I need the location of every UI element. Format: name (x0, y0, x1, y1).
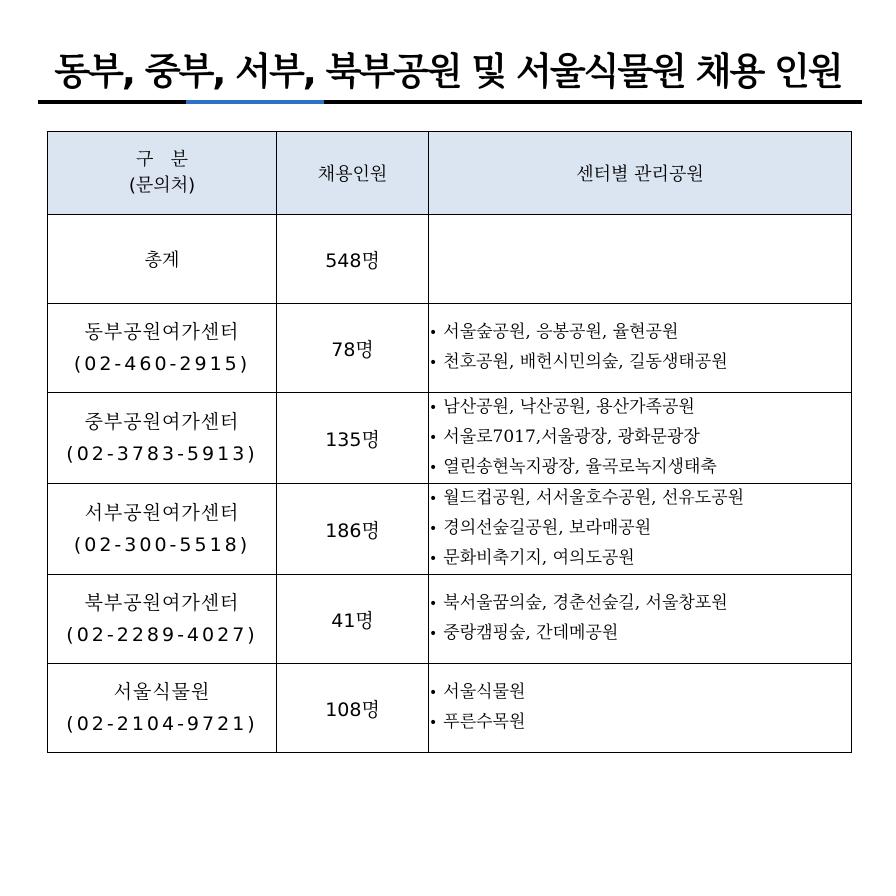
hiring-count: 135명 (277, 393, 429, 484)
table-row (48, 575, 852, 664)
managed-parks-cell (429, 304, 852, 393)
total-label: 총계 (48, 215, 277, 304)
center-name: 서울식물원 (113, 681, 211, 703)
park-names: 경의선숲길공원, 보라매공원 (443, 518, 652, 538)
managed-parks-cell (429, 484, 852, 575)
park-names: 남산공원, 낙산공원, 용산가족공원 (443, 397, 695, 417)
center-cell (48, 575, 277, 664)
header-category-sublabel: (문의처) (128, 175, 196, 196)
center-name: 중부공원여가센터 (84, 411, 240, 433)
park-names: 열린송현녹지광장, 율곡로녹지생태축 (443, 457, 717, 477)
park-names: 서울로7017,서울광장, 광화문광장 (443, 427, 700, 447)
bullet-icon: • (429, 400, 438, 416)
bullet-icon: • (429, 521, 438, 537)
bullet-icon: • (429, 596, 438, 612)
center-name: 서부공원여가센터 (84, 502, 240, 524)
park-list-item (429, 619, 851, 649)
hiring-count: 78명 (277, 304, 429, 393)
park-list-item (429, 589, 851, 619)
bullet-icon: • (429, 460, 438, 476)
park-list-item (429, 484, 851, 514)
park-list-item (429, 514, 851, 544)
header-category (48, 132, 277, 215)
park-names: 푸른수목원 (443, 712, 526, 732)
header-category-label: 구 분 (136, 149, 188, 170)
park-list-item (429, 423, 851, 453)
park-list-item (429, 348, 851, 378)
bullet-icon: • (429, 355, 438, 371)
total-row (48, 215, 852, 304)
managed-parks-cell (429, 393, 852, 484)
center-cell (48, 484, 277, 575)
table-row (48, 393, 852, 484)
center-name: 북부공원여가센터 (84, 592, 240, 614)
bullet-icon: • (429, 325, 438, 341)
center-cell (48, 664, 277, 753)
park-names: 중랑캠핑숲, 간데메공원 (443, 623, 619, 643)
park-list-item (429, 678, 851, 708)
bullet-icon: • (429, 626, 438, 642)
bullet-icon: • (429, 551, 438, 567)
center-phone: (02-2289-4027) (66, 624, 258, 646)
total-count: 548명 (277, 215, 429, 304)
header-hiring-count: 채용인원 (277, 132, 429, 215)
total-parks-empty (429, 215, 852, 304)
bullet-icon: • (429, 715, 438, 731)
center-cell (48, 304, 277, 393)
hiring-count: 108명 (277, 664, 429, 753)
park-list-item (429, 708, 851, 738)
center-name: 동부공원여가센터 (84, 321, 240, 343)
park-list-item (429, 393, 851, 423)
bullet-icon: • (429, 491, 438, 507)
park-names: 서울숲공원, 응봉공원, 율현공원 (443, 322, 679, 342)
title-underline-accent (186, 100, 324, 104)
title-underline (38, 100, 862, 104)
managed-parks-cell (429, 664, 852, 753)
document-title: 동부, 중부, 서부, 북부공원 및 서울식물원 채용 인원 (54, 50, 842, 93)
park-list-item (429, 318, 851, 348)
hiring-count: 41명 (277, 575, 429, 664)
bullet-icon: • (429, 430, 438, 446)
table-row (48, 304, 852, 393)
bullet-icon: • (429, 685, 438, 701)
center-phone: (02-2104-9721) (66, 713, 258, 735)
header-managed-parks: 센터별 관리공원 (429, 132, 852, 215)
park-names: 문화비축기지, 여의도공원 (443, 548, 635, 568)
center-phone: (02-3783-5913) (66, 443, 258, 465)
hiring-count: 186명 (277, 484, 429, 575)
park-names: 천호공원, 배헌시민의숲, 길동생태공원 (443, 352, 728, 372)
table-row (48, 664, 852, 753)
center-phone: (02-460-2915) (73, 353, 251, 375)
table-row (48, 484, 852, 575)
table-header-row (48, 132, 852, 215)
park-names: 북서울꿈의숲, 경춘선숲길, 서울창포원 (443, 593, 728, 613)
managed-parks-cell (429, 575, 852, 664)
center-cell (48, 393, 277, 484)
park-list-item (429, 453, 851, 483)
park-names: 월드컵공원, 서서울호수공원, 선유도공원 (443, 488, 745, 508)
center-phone: (02-300-5518) (73, 534, 251, 556)
recruitment-table (47, 131, 852, 753)
park-list-item (429, 544, 851, 574)
park-names: 서울식물원 (443, 682, 526, 702)
